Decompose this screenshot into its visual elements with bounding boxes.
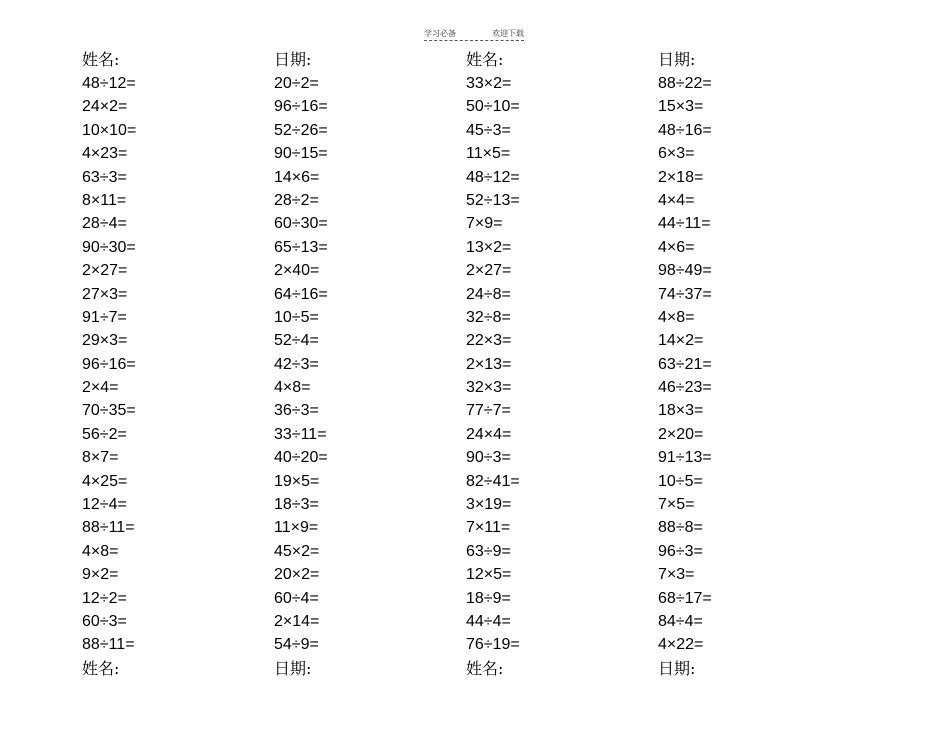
problem-column [466,48,520,680]
math-problem: 10÷5= [658,472,703,490]
math-problem: 15×3= [658,98,704,116]
math-problem: 7×9= [466,215,503,233]
math-problem: 96÷16= [82,355,136,373]
math-problem: 2×27= [466,262,512,280]
math-problem: 27×3= [82,285,128,303]
math-problem: 2×27= [82,262,128,280]
math-problem: 42÷3= [274,355,319,373]
math-problem: 88÷11= [82,636,135,654]
math-problem: 2×4= [82,379,119,397]
math-problem: 24÷8= [466,285,511,303]
math-problem: 2×13= [466,355,512,373]
math-problem: 13×2= [466,238,512,256]
math-problem: 91÷7= [82,308,127,326]
math-problem: 60÷3= [82,612,127,630]
math-problem: 90÷30= [82,238,136,256]
math-problem: 10×10= [82,121,137,139]
column-top-label: 日期: [658,50,696,69]
math-problem: 4×23= [82,145,128,163]
column-bottom-label: 姓名: [466,658,504,678]
math-problem: 33÷11= [274,425,327,443]
math-problem: 56÷2= [82,425,127,443]
math-problem: 6×3= [658,145,695,163]
math-problem: 32×3= [466,379,512,397]
math-problem: 96÷16= [274,98,328,116]
column-bottom-label: 日期: [658,658,696,678]
math-problem: 18÷3= [274,496,319,514]
math-problem: 68÷17= [658,589,712,607]
column-bottom-label: 姓名: [82,658,120,678]
math-problem: 9×2= [82,566,119,584]
math-problem: 65÷13= [274,238,328,256]
math-problem: 4×22= [658,636,704,654]
math-problem: 4×8= [658,308,695,326]
math-problem: 29×3= [82,332,128,350]
math-problem: 48÷12= [82,75,136,92]
math-problem: 60÷30= [274,215,328,233]
math-problem: 24×4= [466,425,512,443]
column-top-label: 日期: [274,50,312,69]
math-problem: 88÷22= [658,75,712,92]
math-problem: 52÷26= [274,121,328,139]
math-problem: 11×9= [274,519,319,537]
math-problem: 7×3= [658,566,695,584]
math-problem: 12÷4= [82,496,127,514]
math-problem: 91÷13= [658,449,712,467]
math-problem: 50÷10= [466,98,520,116]
math-problem: 4×25= [82,472,128,490]
math-problem: 7×11= [466,519,511,537]
math-problem: 18×3= [658,402,704,420]
math-problem: 4×4= [658,191,695,209]
math-problem: 20÷2= [274,75,319,92]
math-problem: 4×8= [82,542,119,560]
math-problem: 28÷2= [274,191,319,209]
math-problem: 2×14= [274,612,320,630]
problem-column [274,48,328,680]
header-left-text: 学习必备 [424,29,456,38]
math-problem: 48÷12= [466,168,520,186]
math-problem: 48÷16= [658,121,712,139]
math-problem: 12×5= [466,566,512,584]
math-problem: 64÷16= [274,285,328,303]
math-problem: 90÷15= [274,145,328,163]
math-problem: 74÷37= [658,285,712,303]
math-problem: 8×11= [82,191,127,209]
math-problem: 20×2= [274,566,320,584]
math-problem: 2×20= [658,425,704,443]
math-problem: 76÷19= [466,636,520,654]
header-right-text: 欢迎下载 [492,29,524,38]
math-problem: 24×2= [82,98,128,116]
math-problem: 44÷11= [658,215,711,233]
header-dashed-line [424,40,524,41]
math-problem: 63÷9= [466,542,511,560]
problem-column [82,48,136,680]
math-problem: 63÷3= [82,168,127,186]
math-problem: 98÷49= [658,262,712,280]
column-bottom-label: 日期: [274,658,312,678]
math-problem: 88÷8= [658,519,703,537]
column-top-label: 姓名: [466,50,504,69]
math-problem: 54÷9= [274,636,319,654]
math-problem: 45÷3= [466,121,511,139]
math-problem: 14×2= [658,332,704,350]
problem-column [658,48,712,680]
math-problem: 90÷3= [466,449,511,467]
math-problem: 10÷5= [274,308,319,326]
math-problem: 32÷8= [466,308,511,326]
column-top-label: 姓名: [82,50,120,69]
math-problem: 77÷7= [466,402,511,420]
math-problem: 36÷3= [274,402,319,420]
math-problem: 18÷9= [466,589,511,607]
math-problem: 2×40= [274,262,320,280]
math-problem: 4×6= [658,238,695,256]
math-problem: 63÷21= [658,355,712,373]
math-problem: 96÷3= [658,542,703,560]
math-problem: 44÷4= [466,612,511,630]
math-problem: 82÷41= [466,472,520,490]
math-problem: 14×6= [274,168,320,186]
math-problem: 4×8= [274,379,311,397]
math-problem: 12÷2= [82,589,127,607]
math-problem: 88÷11= [82,519,135,537]
math-problem: 8×7= [82,449,119,467]
math-problem: 3×19= [466,496,512,514]
math-problem: 52÷4= [274,332,319,350]
math-problem: 19×5= [274,472,320,490]
math-problem: 2×18= [658,168,704,186]
math-problem: 28÷4= [82,215,127,233]
math-problem: 60÷4= [274,589,319,607]
math-problem: 11×5= [466,145,511,163]
math-problem: 70÷35= [82,402,136,420]
math-problem: 52÷13= [466,191,520,209]
math-problem: 46÷23= [658,379,712,397]
math-problem: 22×3= [466,332,512,350]
math-problem: 7×5= [658,496,695,514]
math-problem: 45×2= [274,542,320,560]
math-problem: 40÷20= [274,449,328,467]
math-problem: 84÷4= [658,612,703,630]
math-problem: 33×2= [466,75,512,92]
